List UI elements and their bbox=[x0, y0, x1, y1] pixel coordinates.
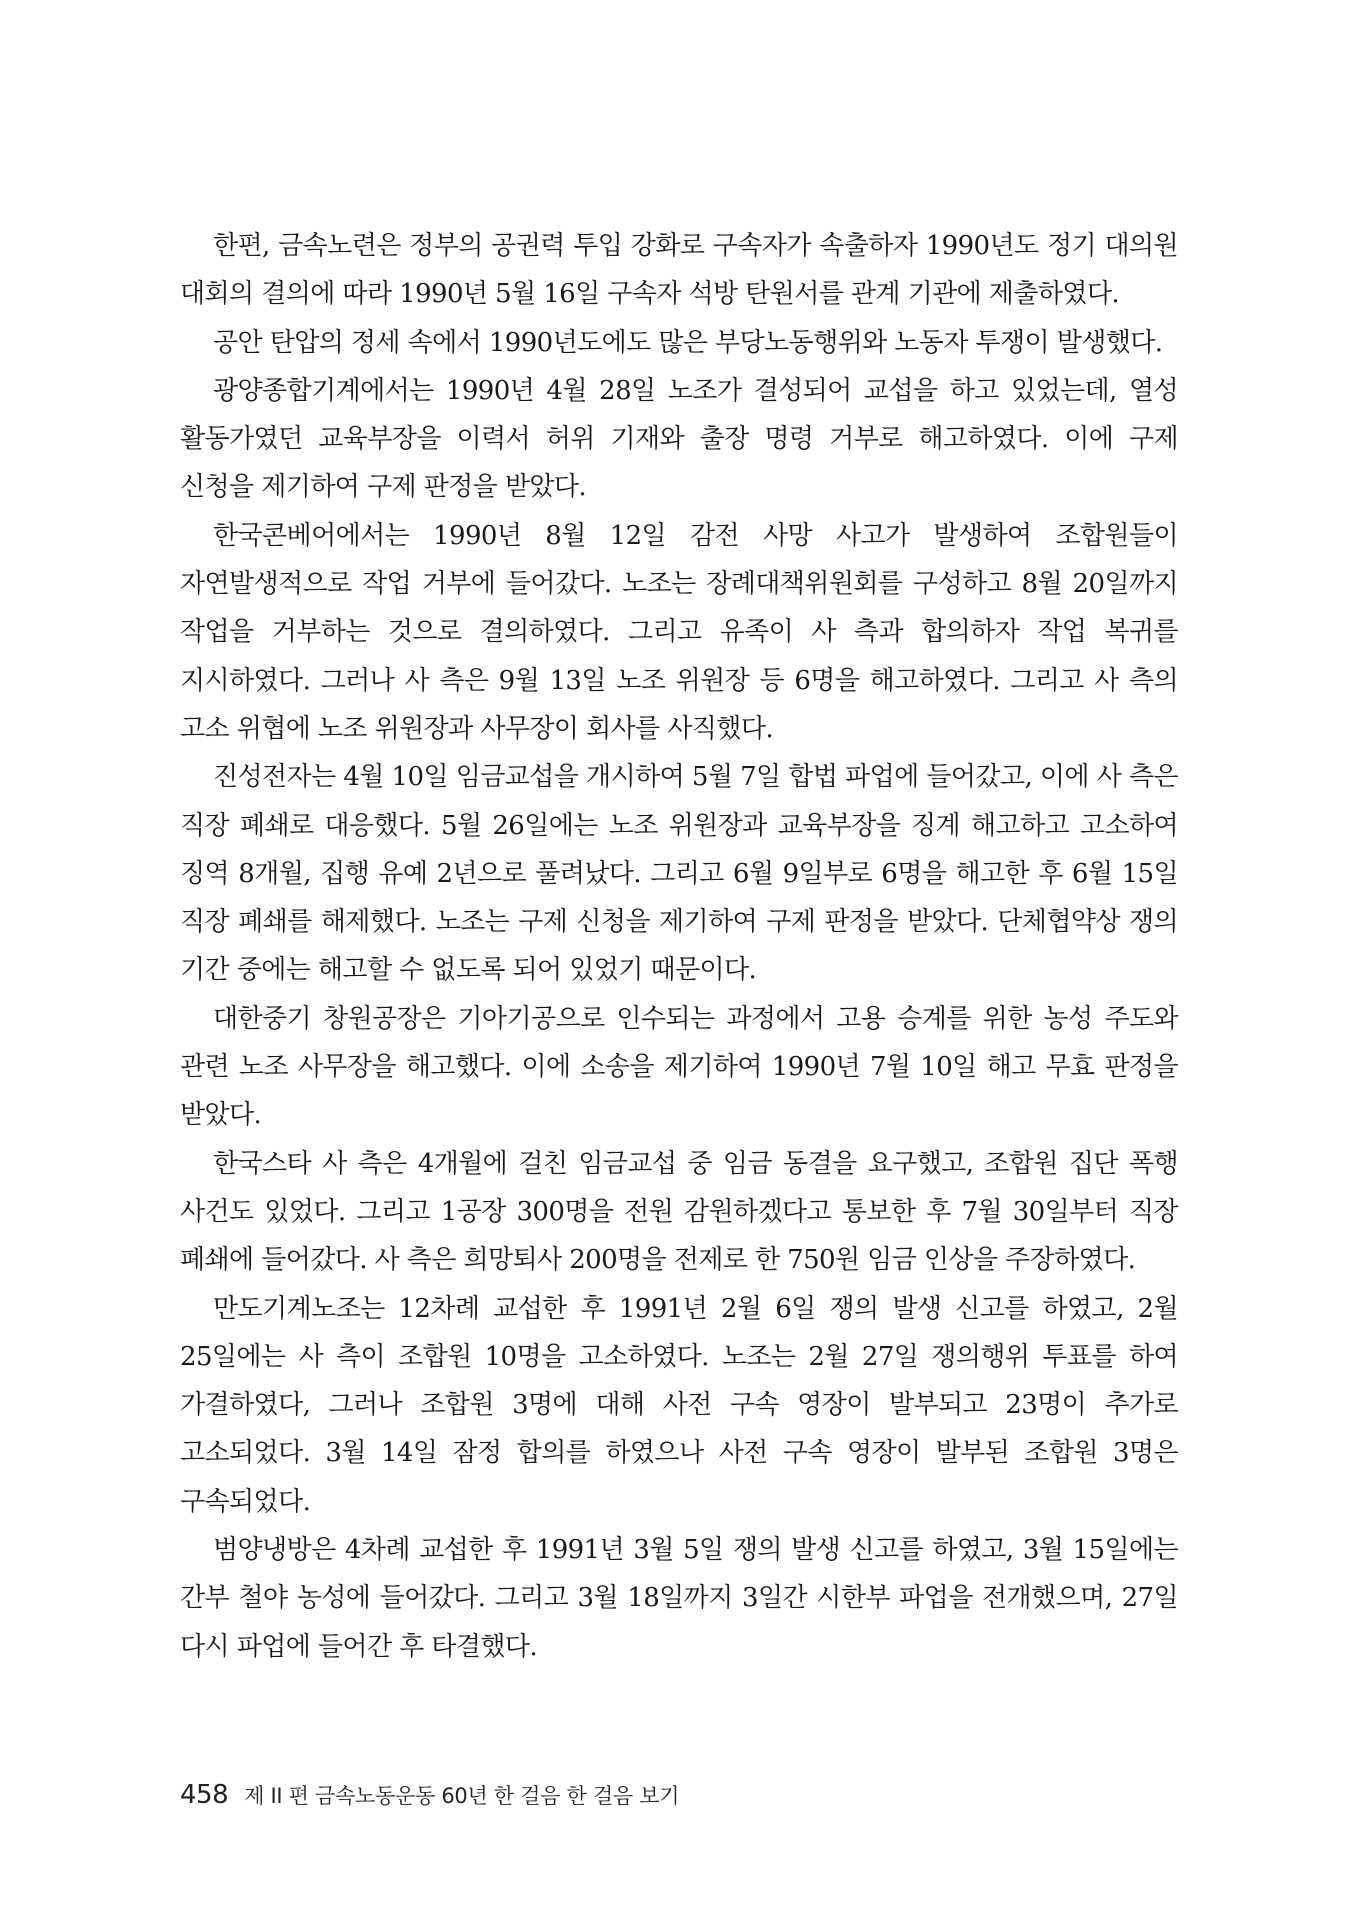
paragraph: 한국콘베어에서는 1990년 8월 12일 감전 사망 사고가 발생하여 조합원들이 자연발생적으로 작업 거부에 들어갔다. 노조는 장례대책위원회를 구성하고 8월 20일까지 작업을 거부하는 것으로 결의하였다. 그리고 유족이 사 측과 합의하자 작업 복귀를 지시하였다. 그러나 사 측은 9월 13일 노조 위원장 등 6명을 해고하였다. 그리고 사 측의 고소 위협에 노조 위원장과 사무장이 회사를 사직했다. bbox=[180, 520, 1178, 744]
paragraph: 대한중기 창원공장은 기아기공으로 인수되는 과정에서 고용 승계를 위한 농성 주도와 관련 노조 사무장을 해고했다. 이에 소송을 제기하여 1990년 7월 10일 해고 무효 판정을 받았다. bbox=[180, 1003, 1178, 1131]
paragraph: 범양냉방은 4차례 교섭한 후 1991년 3월 5일 쟁의 발생 신고를 하였고, 3월 15일에는 간부 철야 농성에 들어갔다. 그리고 3월 18일까지 3일간 시한부 파업을 전개했으며, 27일 다시 파업에 들어간 후 타결했다. bbox=[180, 1535, 1178, 1662]
body-text bbox=[180, 222, 1178, 1671]
paragraph: 만도기계노조는 12차례 교섭한 후 1991년 2월 6일 쟁의 발생 신고를 하였고, 2월 25일에는 사 측이 조합원 10명을 고소하였다. 노조는 2월 27일 쟁의행위 투표를 하여 가결하였다, 그러나 조합원 3명에 대해 사전 구속 영장이 발부되고 23명이 추가로 고소되었다. 3월 14일 잠정 합의를 하였으나 사전 구속 영장이 발부된 조합원 3명은 구속되었다. bbox=[180, 1293, 1178, 1517]
paragraph: 진성전자는 4월 10일 임금교섭을 개시하여 5월 7일 합법 파업에 들어갔고, 이에 사 측은 직장 폐쇄로 대응했다. 5월 26일에는 노조 위원장과 교육부장을 징계 해고하고 고소하여 징역 8개월, 집행 유예 2년으로 풀려났다. 그리고 6월 9일부로 6명을 해고한 후 6월 15일 직장 폐쇄를 해제했다. 노조는 구제 신청을 제기하여 구제 판정을 받았다. 단체협약상 쟁의 기간 중에는 해고할 수 없도록 되어 있었기 때문이다. bbox=[180, 762, 1178, 986]
paragraph: 한국스타 사 측은 4개월에 걸친 임금교섭 중 임금 동결을 요구했고, 조합원 집단 폭행 사건도 있었다. 그리고 1공장 300명을 전원 감원하겠다고 통보한 후 7월 30일부터 직장 폐쇄에 들어갔다. 사 측은 희망퇴사 200명을 전제로 한 750원 임금 인상을 주장하였다. bbox=[180, 1148, 1178, 1276]
paragraph: 광양종합기계에서는 1990년 4월 28일 노조가 결성되어 교섭을 하고 있었는데, 열성 활동가였던 교육부장을 이력서 허위 기재와 출장 명령 거부로 해고하였다. 이에 구제 신청을 제기하여 구제 판정을 받았다. bbox=[180, 375, 1178, 503]
paragraph: 한편, 금속노련은 정부의 공권력 투입 강화로 구속자가 속출하자 1990년도 정기 대의원 대회의 결의에 따라 1990년 5월 16일 구속자 석방 탄원서를 관계 기관에 제출하였다. bbox=[180, 231, 1178, 310]
paragraph: 공안 탄압의 정세 속에서 1990년도에도 많은 부당노동행위와 노동자 투쟁이 발생했다. bbox=[213, 327, 1163, 358]
page-footer bbox=[180, 1780, 679, 1820]
running-title: 제 II 편 금속노동운동 60년 한 걸음 한 걸음 보기 bbox=[244, 1784, 680, 1808]
page-number: 458 bbox=[180, 1780, 229, 1810]
